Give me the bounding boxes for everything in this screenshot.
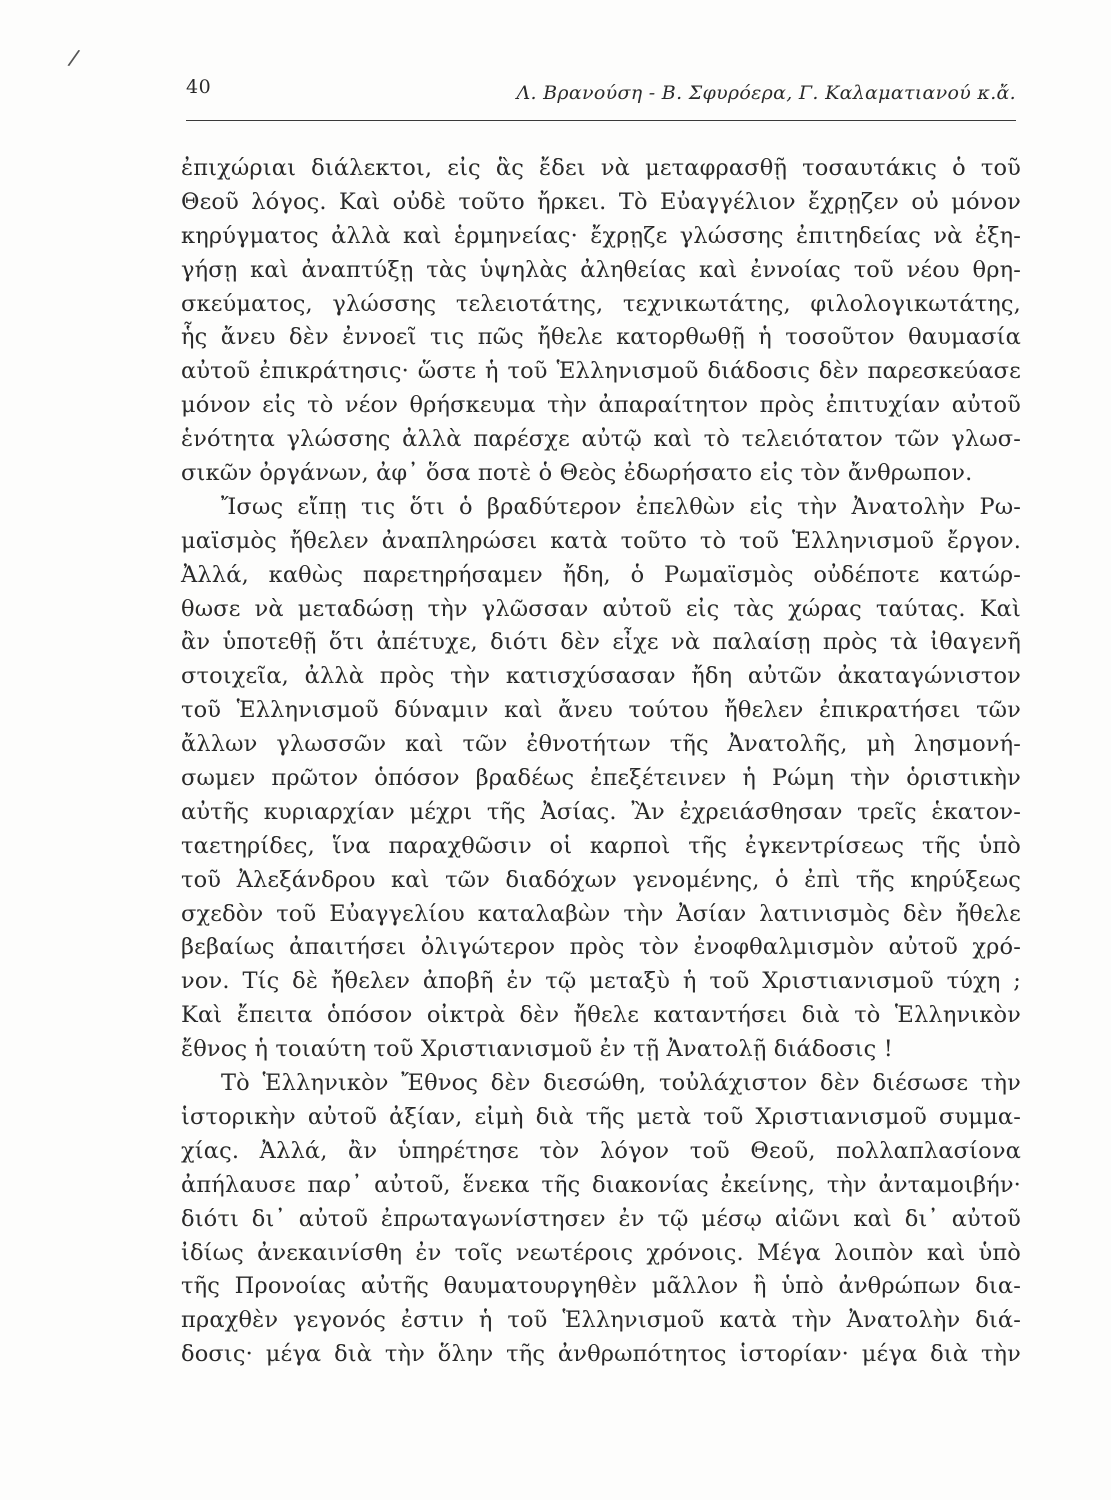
text-line: αὐτοῦ ἐπικράτησις· ὥστε ἡ τοῦ Ἑλληνισμοῦ διάδοσις δὲν παρεσκεύασε — [181, 358, 1021, 385]
text-line: χίας. Ἀλλά, ἂν ὑπηρέτησε τὸν λόγον τοῦ Θεοῦ, πολλαπλασίονα — [181, 1137, 1021, 1164]
running-head: Λ. Βρανούση - Β. Σφυρόερα, Γ. Καλαματιανού κ.ἄ. — [516, 82, 1016, 104]
text-line: τοῦ Ἑλληνισμοῦ δύναμιν καὶ ἄνευ τούτου ἤθελεν ἐπικρατήσει τῶν — [181, 697, 1021, 724]
text-line: Θεοῦ λόγος. Καὶ οὐδὲ τοῦτο ἤρκει. Τὸ Εὐαγγέλιον ἔχρῃζεν οὐ μόνον — [181, 188, 1021, 215]
text-line: ἱστορικὴν αὐτοῦ ἀξίαν, εἰμὴ διὰ τῆς μετὰ τοῦ Χριστιανισμοῦ συμμα- — [181, 1103, 1021, 1130]
text-line: μαϊσμὸς ἤθελεν ἀναπληρώσει κατὰ τοῦτο τὸ τοῦ Ἑλληνισμοῦ ἔργον. — [181, 527, 1021, 554]
text-line: ἧς ἄνευ δὲν ἐννοεῖ τις πῶς ἤθελε κατορθωθῇ ἡ τοσοῦτον θαυμασία — [181, 324, 1021, 351]
page-number: 40 — [186, 76, 212, 98]
text-line: ἀπήλαυσε παρ᾽ αὐτοῦ, ἕνεκα τῆς διακονίας ἐκείνης, τὴν ἀνταμοιβήν· — [181, 1171, 1021, 1198]
text-line: σωμεν πρῶτον ὁπόσον βραδέως ἐπεξέτεινεν ἡ Ρώμη τὴν ὁριστικὴν — [181, 765, 1021, 792]
text-line: Καὶ ἔπειτα ὁπόσον οἰκτρὰ δὲν ἤθελε καταντήσει διὰ τὸ Ἑλληνικὸν — [181, 1002, 1021, 1029]
text-line: ταετηρίδες, ἵνα παραχθῶσιν οἱ καρποὶ τῆς ἐγκεντρίσεως τῆς ὑπὸ — [181, 832, 1021, 859]
page-header — [186, 76, 1016, 121]
stray-pen-mark: / — [66, 45, 82, 72]
text-line: Ἀλλά, καθὼς παρετηρήσαμεν ἤδη, ὁ Ρωμαϊσμὸς οὐδέποτε κατώρ- — [181, 561, 1021, 588]
text-line: διότι δι᾽ αὐτοῦ ἐπρωταγωνίστησεν ἐν τῷ μέσῳ αἰῶνι καὶ δι᾽ αὐτοῦ — [181, 1205, 1021, 1232]
text-line: δοσις· μέγα διὰ τὴν ὅλην τῆς ἀνθρωπότητος ἱστορίαν· μέγα διὰ τὴν — [181, 1341, 1021, 1368]
text-line: μόνον εἰς τὸ νέον θρήσκευμα τὴν ἀπαραίτητον πρὸς ἐπιτυχίαν αὐτοῦ — [181, 392, 1021, 419]
text-line: τῆς Προνοίας αὐτῆς θαυματουργηθὲν μᾶλλον ἢ ὑπὸ ἀνθρώπων δια- — [181, 1273, 1021, 1300]
text-line: κηρύγματος ἀλλὰ καὶ ἑρμηνείας· ἔχρῃζε γλώσσης ἐπιτηδείας νὰ ἐξη- — [181, 222, 1021, 249]
text-line: σκεύματος, γλώσσης τελειοτάτης, τεχνικωτάτης, φιλολογικωτάτης, — [181, 290, 1021, 317]
text-line: ἄλλων γλωσσῶν καὶ τῶν ἐθνοτήτων τῆς Ἀνατολῆς, μὴ λησμονή- — [181, 731, 1021, 758]
text-line: ἔθνος ἡ τοιαύτη τοῦ Χριστιανισμοῦ ἐν τῇ Ἀνατολῇ διάδοσις ! — [181, 1036, 893, 1063]
text-line: τοῦ Ἀλεξάνδρου καὶ τῶν διαδόχων γενομένης, ὁ ἐπὶ τῆς κηρύξεως — [181, 866, 1021, 893]
text-line: θωσε νὰ μεταδώσῃ τὴν γλῶσσαν αὐτοῦ εἰς τὰς χώρας ταύτας. Καὶ — [181, 595, 1021, 622]
text-line: ἐπιχώριαι διάλεκτοι, εἰς ἃς ἔδει νὰ μεταφρασθῇ τοσαυτάκις ὁ τοῦ — [181, 155, 1021, 181]
text-line: ἂν ὑποτεθῇ ὅτι ἀπέτυχε, διότι δὲν εἶχε νὰ παλαίσῃ πρὸς τὰ ἰθαγενῆ — [181, 629, 1021, 656]
text-line: στοιχεῖα, ἀλλὰ πρὸς τὴν κατισχύσασαν ἤδη αὐτῶν ἀκαταγώνιστον — [181, 663, 1021, 690]
body-text — [181, 152, 1021, 1372]
text-line: Ἴσως εἴπῃ τις ὅτι ὁ βραδύτερον ἐπελθὼν εἰς τὴν Ἀνατολὴν Ρω- — [221, 493, 1021, 520]
text-line: ἰδίως ἀνεκαινίσθη ἐν τοῖς νεωτέροις χρόνοις. Μέγα λοιπὸν καὶ ὑπὸ — [181, 1239, 1021, 1266]
text-line: σικῶν ὀργάνων, ἀφ᾽ ὅσα ποτὲ ὁ Θεὸς ἐδωρήσατο εἰς τὸν ἄνθρωπον. — [181, 460, 973, 487]
text-line: αὐτῆς κυριαρχίαν μέχρι τῆς Ἀσίας. Ἂν ἐχρειάσθησαν τρεῖς ἑκατον- — [181, 798, 1021, 825]
text-line: γήσῃ καὶ ἀναπτύξῃ τὰς ὑψηλὰς ἀληθείας καὶ ἐννοίας τοῦ νέου θρη- — [181, 256, 1021, 283]
text-line: Τὸ Ἑλληνικὸν Ἔθνος δὲν διεσώθη, τοὐλάχιστον δὲν διέσωσε τὴν — [221, 1070, 1021, 1097]
text-line: νον. Τίς δὲ ἤθελεν ἀποβῆ ἐν τῷ μεταξὺ ἡ τοῦ Χριστιανισμοῦ τύχη ; — [181, 968, 1021, 995]
text-line: ἑνότητα γλώσσης ἀλλὰ παρέσχε αὐτῷ καὶ τὸ τελειότατον τῶν γλωσ- — [181, 426, 1021, 453]
text-line: βεβαίως ἀπαιτήσει ὀλιγώτερον πρὸς τὸν ἐνοφθαλμισμὸν αὐτοῦ χρό- — [181, 934, 1021, 961]
text-line: πραχθὲν γεγονός ἐστιν ἡ τοῦ Ἑλληνισμοῦ κατὰ τὴν Ἀνατολὴν διά- — [181, 1307, 1021, 1334]
text-line: σχεδὸν τοῦ Εὐαγγελίου καταλαβὼν τὴν Ἀσίαν λατινισμὸς δὲν ἤθελε — [181, 900, 1021, 927]
